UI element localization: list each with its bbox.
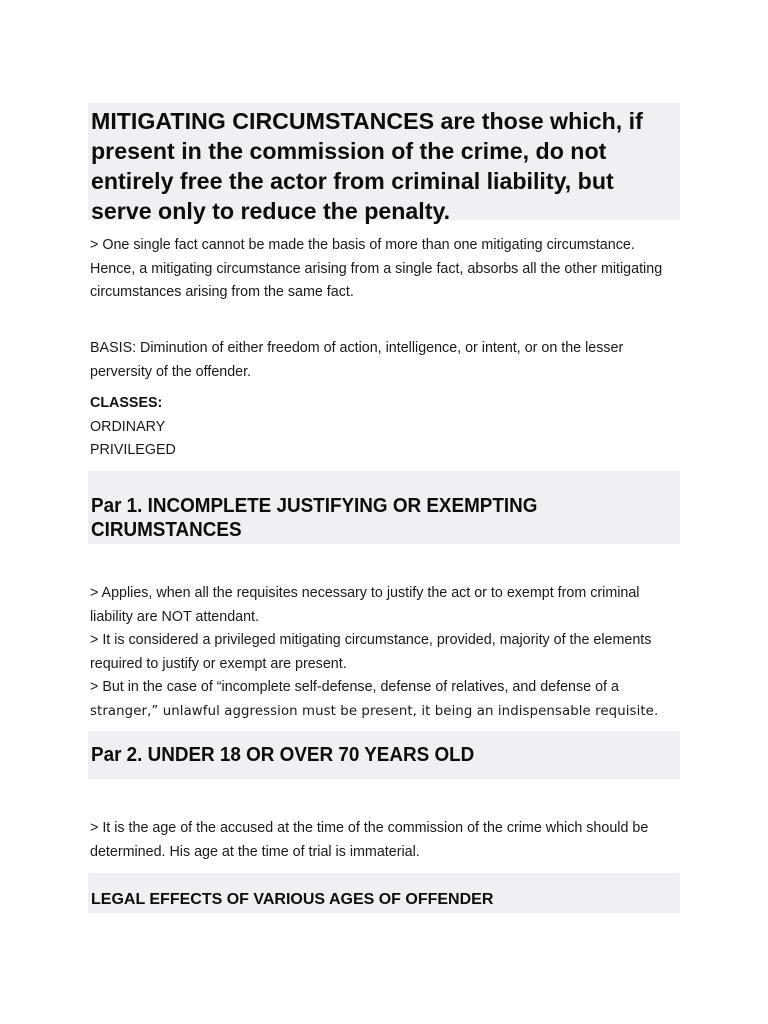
par1-point-2: > It is considered a privileged mitigating circumstance, provided, majority of the elements required to justify or exempt are present. [90,632,652,672]
par1-heading-line2: CIRUMSTANCES [91,518,242,541]
par2-point-1: > It is the age of the accused at the time of the commission of the crime which should be determined. His age at the time of trial is immaterial. [90,820,649,860]
par2-heading: Par 2. UNDER 18 OR OVER 70 YEARS OLD [91,743,475,766]
intro-paragraph: > One single fact cannot be made the basis of more than one mitigating circumstance. Hence, a mitigating circumstance arising from a single fact, absorbs all the other mitigating circumstances arising from the same fact. [90,237,663,300]
basis-section [88,337,680,384]
document-title: MITIGATING CIRCUMSTANCES are those which, if present in the commission of the crime, do not entirely free the actor from criminal liability, but serve only to reduce the penalty. [91,108,643,224]
legal-effects-heading: LEGAL EFFECTS OF VARIOUS AGES OF OFFENDER [91,891,494,908]
par1-heading-line1: Par 1. INCOMPLETE JUSTIFYING OR EXEMPTING [91,494,538,517]
classes-label: CLASSES: [90,395,163,411]
par1-heading-block [88,471,680,544]
basis-paragraph: BASIS: Diminution of either freedom of action, intelligence, or intent, or on the lesser perversity of the offender. [90,340,624,380]
par1-body [88,582,680,723]
legal-effects-heading-block [88,873,680,913]
par2-body [88,817,680,864]
par1-point-3-line2: stranger,” unlawful aggression must be present, it being an indispensable requisite. [90,703,659,719]
classes-section [88,392,680,463]
class-item-privileged: PRIVILEGED [90,442,176,458]
par2-heading-block [88,731,680,779]
class-item-ordinary: ORDINARY [90,418,166,435]
par1-point-1: > Applies, when all the requisites necessary to justify the act or to exempt from criminal liability are NOT attendant. [90,585,640,625]
intro-section [88,234,680,305]
par1-point-3-line1: > But in the case of “incomplete self-defense, defense of relatives, and defense of a [90,679,619,695]
title-block [88,103,680,224]
